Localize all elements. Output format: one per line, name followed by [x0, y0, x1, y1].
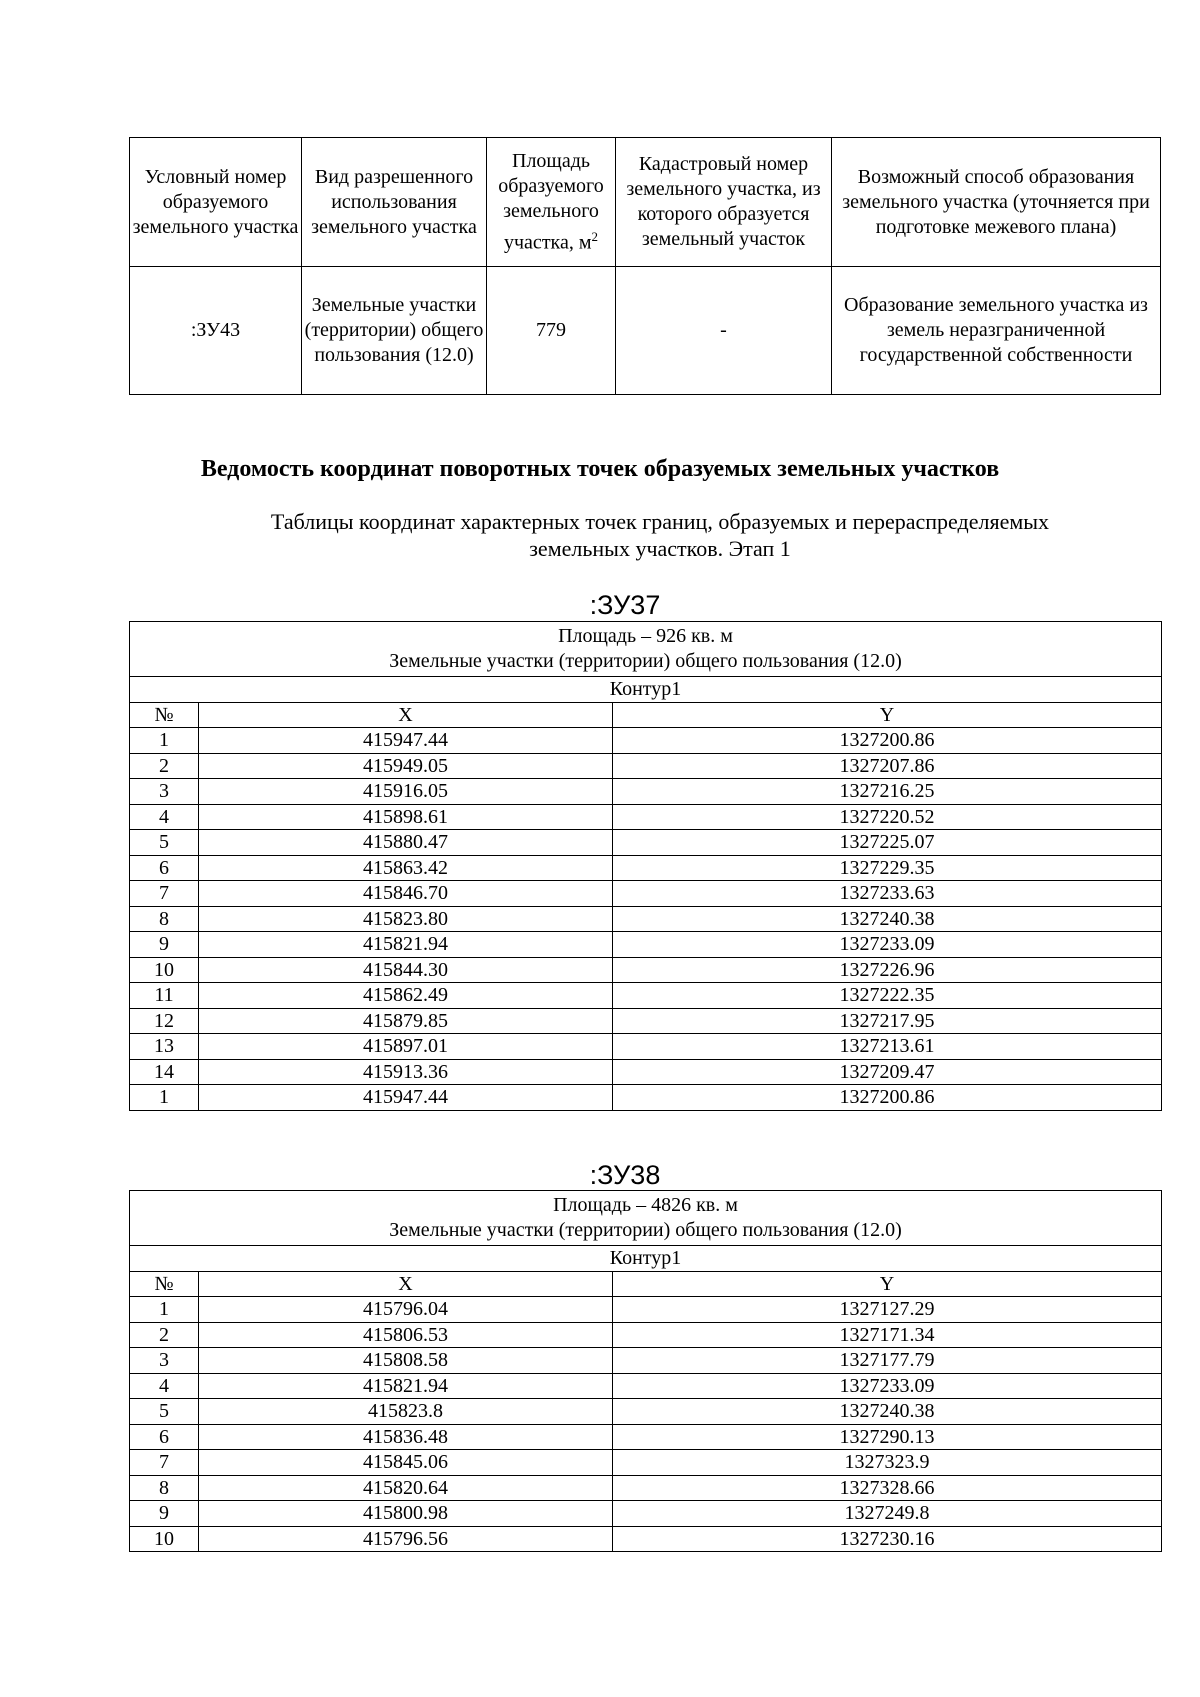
plot-area-text: Площадь – 926 кв. м — [558, 625, 733, 647]
point-x: 415880.47 — [199, 830, 613, 856]
point-number: 14 — [130, 1059, 199, 1085]
point-row — [130, 983, 1162, 1009]
point-number: 11 — [130, 983, 199, 1009]
point-row — [130, 1034, 1162, 1060]
point-row — [130, 1297, 1162, 1323]
point-x: 415862.49 — [199, 983, 613, 1009]
point-x: 415796.56 — [199, 1526, 613, 1552]
plot-label-zu37: :ЗУ37 — [589, 590, 661, 620]
point-x: 415823.8 — [199, 1399, 613, 1425]
point-x: 415821.94 — [199, 1373, 613, 1399]
header-cell-method: Возможный способ образования земельного участка (уточняется при подготовке межевого плана) — [832, 138, 1161, 267]
point-x: 415823.80 — [199, 906, 613, 932]
cell-plot-number: :ЗУ43 — [130, 267, 302, 395]
point-row — [130, 855, 1162, 881]
point-x: 415836.48 — [199, 1424, 613, 1450]
point-number: 13 — [130, 1034, 199, 1060]
column-header-x: X — [199, 702, 613, 728]
point-y: 1327233.63 — [613, 881, 1162, 907]
point-y: 1327233.09 — [613, 932, 1162, 958]
point-x: 415806.53 — [199, 1322, 613, 1348]
point-number: 2 — [130, 1322, 199, 1348]
point-y: 1327177.79 — [613, 1348, 1162, 1374]
point-x: 415913.36 — [199, 1059, 613, 1085]
point-row — [130, 830, 1162, 856]
point-x: 415947.44 — [199, 1085, 613, 1111]
point-number: 8 — [130, 906, 199, 932]
point-y: 1327230.16 — [613, 1526, 1162, 1552]
point-number: 7 — [130, 881, 199, 907]
point-x: 415845.06 — [199, 1450, 613, 1476]
point-row — [130, 728, 1162, 754]
point-number: 1 — [130, 1085, 199, 1111]
point-number: 8 — [130, 1475, 199, 1501]
point-row — [130, 1501, 1162, 1527]
plot-label-zu38: :ЗУ38 — [589, 1160, 661, 1190]
point-x: 415800.98 — [199, 1501, 613, 1527]
point-row — [130, 1059, 1162, 1085]
point-y: 1327200.86 — [613, 1085, 1162, 1111]
plot-area-text: Площадь – 4826 кв. м — [553, 1194, 738, 1216]
point-row — [130, 1348, 1162, 1374]
contour-row — [130, 677, 1162, 703]
point-number: 6 — [130, 1424, 199, 1450]
point-y: 1327217.95 — [613, 1008, 1162, 1034]
point-number: 5 — [130, 1399, 199, 1425]
point-y: 1327127.29 — [613, 1297, 1162, 1323]
point-x: 415844.30 — [199, 957, 613, 983]
point-number: 9 — [130, 1501, 199, 1527]
point-x: 415846.70 — [199, 881, 613, 907]
column-header-y: Y — [613, 1271, 1162, 1297]
point-x: 415821.94 — [199, 932, 613, 958]
point-x: 415897.01 — [199, 1034, 613, 1060]
point-x: 415796.04 — [199, 1297, 613, 1323]
header-cell-number: Условный номер образуемого земельного участка — [130, 138, 302, 267]
cell-cadastral: - — [616, 267, 832, 395]
point-number: 1 — [130, 1297, 199, 1323]
contour-label: Контур1 — [130, 677, 1162, 703]
point-number: 1 — [130, 728, 199, 754]
plot-info-cell — [130, 1191, 1162, 1246]
point-y: 1327220.52 — [613, 804, 1162, 830]
coordinates-table-zu37 — [129, 621, 1162, 1111]
point-row — [130, 1373, 1162, 1399]
contour-row — [130, 1246, 1162, 1272]
point-y: 1327207.86 — [613, 753, 1162, 779]
cell-usage: Земельные участки (территории) общего пользования (12.0) — [302, 267, 487, 395]
point-row — [130, 804, 1162, 830]
plot-info-row — [130, 622, 1162, 677]
column-header-number: № — [130, 1271, 199, 1297]
point-row — [130, 1450, 1162, 1476]
point-row — [130, 932, 1162, 958]
point-x: 415949.05 — [199, 753, 613, 779]
point-y: 1327290.13 — [613, 1424, 1162, 1450]
plot-info-cell — [130, 622, 1162, 677]
header-area-text: Площадь образуемого земельного участка, м — [498, 149, 604, 254]
point-number: 2 — [130, 753, 199, 779]
summary-header-row — [130, 138, 1161, 267]
point-row — [130, 1424, 1162, 1450]
point-y: 1327200.86 — [613, 728, 1162, 754]
point-y: 1327225.07 — [613, 830, 1162, 856]
document-subtitle: Таблицы координат характерных точек границ, образуемых и перераспределяемых земельных участков. Этап 1 — [270, 509, 1050, 561]
point-number: 6 — [130, 855, 199, 881]
point-number: 7 — [130, 1450, 199, 1476]
point-y: 1327213.61 — [613, 1034, 1162, 1060]
point-x: 415879.85 — [199, 1008, 613, 1034]
point-number: 3 — [130, 1348, 199, 1374]
point-x: 415808.58 — [199, 1348, 613, 1374]
point-y: 1327226.96 — [613, 957, 1162, 983]
area-unit-superscript: 2 — [591, 228, 598, 244]
point-row — [130, 957, 1162, 983]
summary-data-row — [130, 267, 1161, 395]
point-y: 1327209.47 — [613, 1059, 1162, 1085]
header-cell-area — [487, 138, 616, 267]
point-y: 1327216.25 — [613, 779, 1162, 805]
point-x: 415820.64 — [199, 1475, 613, 1501]
point-row — [130, 1526, 1162, 1552]
point-row — [130, 881, 1162, 907]
point-row — [130, 906, 1162, 932]
point-number: 9 — [130, 932, 199, 958]
point-y: 1327240.38 — [613, 906, 1162, 932]
coordinates-table-zu38 — [129, 1190, 1162, 1552]
summary-table — [129, 137, 1161, 395]
point-number: 5 — [130, 830, 199, 856]
point-y: 1327328.66 — [613, 1475, 1162, 1501]
plot-usage-text: Земельные участки (территории) общего пользования (12.0) — [389, 1219, 902, 1241]
column-header-row — [130, 702, 1162, 728]
header-cell-usage: Вид разрешенного использования земельного участка — [302, 138, 487, 267]
column-header-x: X — [199, 1271, 613, 1297]
point-y: 1327222.35 — [613, 983, 1162, 1009]
point-row — [130, 1085, 1162, 1111]
point-y: 1327229.35 — [613, 855, 1162, 881]
cell-method: Образование земельного участка из земель неразграниченной государственной собственности — [832, 267, 1161, 395]
point-x: 415898.61 — [199, 804, 613, 830]
column-header-number: № — [130, 702, 199, 728]
point-row — [130, 1322, 1162, 1348]
point-y: 1327249.8 — [613, 1501, 1162, 1527]
cell-area: 779 — [487, 267, 616, 395]
point-number: 4 — [130, 1373, 199, 1399]
point-row — [130, 1008, 1162, 1034]
contour-label: Контур1 — [130, 1246, 1162, 1272]
point-y: 1327240.38 — [613, 1399, 1162, 1425]
header-cell-cadastral: Кадастровый номер земельного участка, из которого образуется земельный участок — [616, 138, 832, 267]
point-row — [130, 1399, 1162, 1425]
point-y: 1327233.09 — [613, 1373, 1162, 1399]
point-x: 415916.05 — [199, 779, 613, 805]
point-number: 4 — [130, 804, 199, 830]
column-header-row — [130, 1271, 1162, 1297]
point-number: 10 — [130, 1526, 199, 1552]
point-row — [130, 1475, 1162, 1501]
point-x: 415947.44 — [199, 728, 613, 754]
point-x: 415863.42 — [199, 855, 613, 881]
point-number: 10 — [130, 957, 199, 983]
point-row — [130, 753, 1162, 779]
plot-usage-text: Земельные участки (территории) общего пользования (12.0) — [389, 650, 902, 672]
plot-info-row — [130, 1191, 1162, 1246]
point-number: 12 — [130, 1008, 199, 1034]
point-row — [130, 779, 1162, 805]
document-title: Ведомость координат поворотных точек образуемых земельных участков — [200, 456, 1000, 482]
point-y: 1327171.34 — [613, 1322, 1162, 1348]
column-header-y: Y — [613, 702, 1162, 728]
point-number: 3 — [130, 779, 199, 805]
point-y: 1327323.9 — [613, 1450, 1162, 1476]
